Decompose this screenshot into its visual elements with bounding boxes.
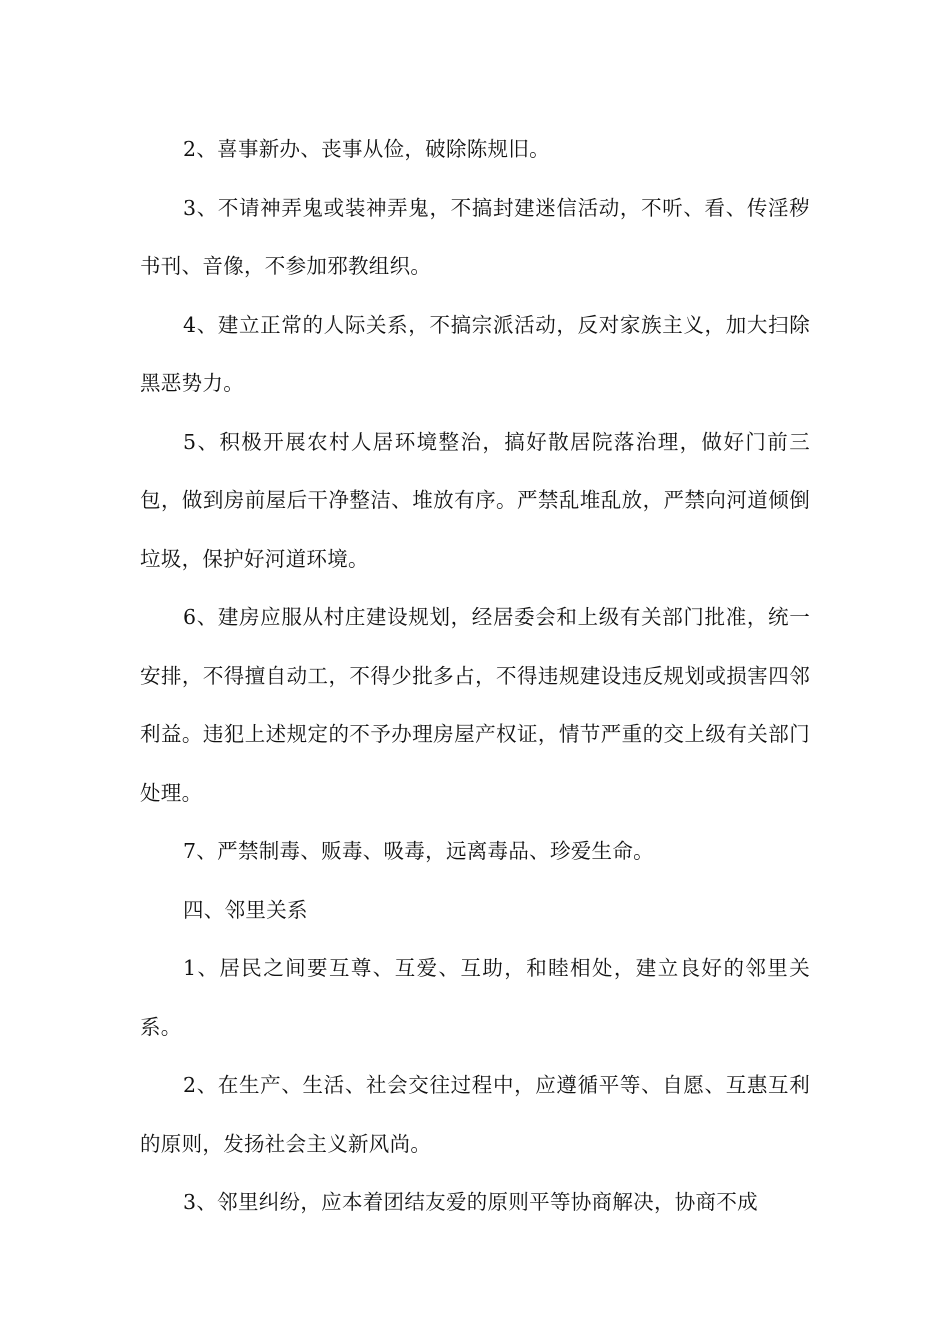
paragraph-item-3-superstition: 3、不请神弄鬼或装神弄鬼，不搞封建迷信活动，不听、看、传淫秽书刊、音像，不参加邪教组织。	[140, 195, 810, 278]
paragraph-item-7-drugs: 7、严禁制毒、贩毒、吸毒，远离毒品、珍爱生命。	[183, 839, 654, 863]
paragraph-item-5-environment: 5、积极开展农村人居环境整治，搞好散居院落治理，做好门前三包，做到房前屋后干净整洁、堆放有序。严禁乱堆乱放，严禁向河道倾倒垃圾，保护好河道环境。	[140, 429, 810, 571]
paragraph-item-2-wedding-funeral: 2、喜事新办、丧事从俭，破除陈规旧。	[183, 137, 550, 161]
document-body	[140, 120, 810, 1232]
paragraph-item-4-relationships: 4、建立正常的人际关系，不搞宗派活动，反对家族主义，加大扫除黑恶势力。	[140, 312, 810, 395]
paragraph-item-1-mutual-respect: 1、居民之间要互尊、互爱、互助，和睦相处，建立良好的邻里关系。	[140, 956, 810, 1039]
paragraph-item-3-disputes: 3、邻里纠纷，应本着团结友爱的原则平等协商解决，协商不成	[183, 1190, 758, 1214]
paragraph-item-2-principles: 2、在生产、生活、社会交往过程中，应遵循平等、自愿、互惠互利的原则，发扬社会主义新风尚。	[140, 1073, 810, 1156]
section-heading-neighbor-relations: 四、邻里关系	[183, 897, 308, 922]
paragraph-item-6-housing: 6、建房应服从村庄建设规划，经居委会和上级有关部门批准，统一安排，不得擅自动工，不得少批多占，不得违规建设违反规划或损害四邻利益。违犯上述规定的不予办理房屋产权证，情节严重的交上级有关部门处理。	[140, 605, 810, 805]
